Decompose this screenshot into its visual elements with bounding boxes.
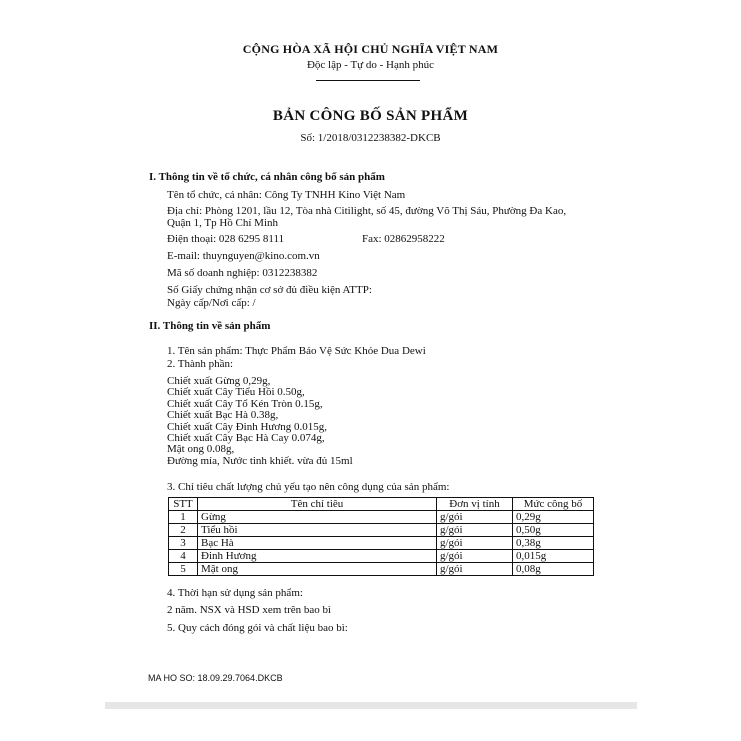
col-header-name: Tên chỉ tiêu bbox=[198, 498, 437, 511]
quality-criteria-table bbox=[168, 497, 594, 576]
ingredient-item: Chiết xuất Cây Tiểu Hồi 0.50g, bbox=[167, 386, 305, 399]
address-line2: Quận 1, Tp Hồ Chí Minh bbox=[167, 217, 279, 229]
cell-unit: g/gói bbox=[437, 524, 513, 537]
criteria-label: 3. Chỉ tiêu chất lượng chủ yếu tạo nên công dụng của sản phẩm: bbox=[167, 481, 450, 493]
ingredient-item: Chiết xuất Gừng 0,29g, bbox=[167, 375, 271, 387]
table-row bbox=[169, 563, 594, 576]
motto: Độc lập - Tự do - Hạnh phúc bbox=[306, 59, 435, 71]
record-code: MA HO SO: 18.09.29.7064.DKCB bbox=[148, 673, 283, 683]
col-header-unit: Đơn vị tính bbox=[437, 498, 513, 511]
tax-code: Mã số doanh nghiệp: 0312238382 bbox=[167, 267, 318, 279]
ingredients-label: 2. Thành phần: bbox=[167, 358, 234, 370]
cell-stt: 4 bbox=[169, 550, 198, 563]
cell-unit: g/gói bbox=[437, 550, 513, 563]
cell-unit: g/gói bbox=[437, 511, 513, 524]
motto-underline bbox=[316, 80, 420, 81]
cell-stt: 5 bbox=[169, 563, 198, 576]
document-title: BẢN CÔNG BỐ SẢN PHẨM bbox=[272, 108, 469, 124]
food-safety-cert: Số Giấy chứng nhận cơ sở đủ điều kiện ATTP: bbox=[167, 284, 372, 296]
phone: Điện thoại: 028 6295 8111 bbox=[167, 233, 285, 245]
packaging-label: 5. Quy cách đóng gói và chất liệu bao bì: bbox=[167, 622, 348, 634]
ingredient-item: Chiết xuất Bạc Hà 0.38g, bbox=[167, 409, 279, 422]
shelf-life-label: 4. Thời hạn sử dụng sản phẩm: bbox=[167, 587, 303, 599]
cell-unit: g/gói bbox=[437, 537, 513, 550]
cell-stt: 2 bbox=[169, 524, 198, 537]
email: E-mail: thuynguyen@kino.com.vn bbox=[167, 250, 320, 262]
shelf-life: 2 năm. NSX và HSD xem trên bao bì bbox=[167, 604, 332, 616]
address-line1: Địa chỉ: Phòng 1201, lầu 12, Tòa nhà Citilight, số 45, đường Võ Thị Sáu, Phường Đa Kao, bbox=[167, 205, 567, 217]
cell-level: 0,50g bbox=[513, 524, 594, 537]
cell-level: 0,08g bbox=[513, 563, 594, 576]
product-name: 1. Tên sản phẩm: Thực Phẩm Bảo Vệ Sức Khỏe Dua Dewi bbox=[167, 345, 426, 357]
ingredient-item: Mật ong 0.08g, bbox=[167, 443, 235, 456]
cell-stt: 1 bbox=[169, 511, 198, 524]
cell-name: Mật ong bbox=[198, 563, 437, 576]
cell-level: 0,29g bbox=[513, 511, 594, 524]
document-number: Số: 1/2018/0312238382-DKCB bbox=[300, 132, 441, 144]
cell-stt: 3 bbox=[169, 537, 198, 550]
cell-unit: g/gói bbox=[437, 563, 513, 576]
table-row bbox=[169, 511, 594, 524]
table-row bbox=[169, 524, 594, 537]
cell-level: 0,015g bbox=[513, 550, 594, 563]
org-name: Tên tổ chức, cá nhân: Công Ty TNHH Kino Việt Nam bbox=[167, 189, 406, 201]
col-header-stt: STT bbox=[169, 498, 198, 511]
cell-name: Gừng bbox=[198, 511, 437, 524]
fax: Fax: 02862958222 bbox=[362, 233, 445, 245]
table-row bbox=[169, 550, 594, 563]
table-row bbox=[169, 537, 594, 550]
ingredient-item: Chiết xuất Cây Đinh Hương 0.015g, bbox=[167, 420, 327, 433]
cell-name: Bạc Hà bbox=[198, 537, 437, 550]
issue-date-place: Ngày cấp/Nơi cấp: / bbox=[167, 297, 256, 309]
table-header-row bbox=[169, 498, 594, 511]
cell-name: Tiểu hồi bbox=[198, 524, 437, 537]
cell-name: Đinh Hương bbox=[198, 550, 437, 563]
nation-header: CỘNG HÒA XÃ HỘI CHỦ NGHĨA VIỆT NAM bbox=[242, 42, 499, 56]
section2-heading: II. Thông tin về sản phẩm bbox=[149, 320, 271, 332]
ingredient-item: Đường mía, Nước tinh khiết. vừa đủ 15ml bbox=[167, 454, 353, 467]
ingredients-list bbox=[167, 376, 353, 467]
col-header-level: Mức công bố bbox=[513, 498, 594, 511]
cell-level: 0,38g bbox=[513, 537, 594, 550]
horizontal-scrollbar[interactable] bbox=[105, 702, 637, 709]
ingredient-item: Chiết xuất Cây Bạc Hà Cay 0.074g, bbox=[167, 432, 325, 445]
section1-heading: I. Thông tin về tổ chức, cá nhân công bố sản phẩm bbox=[149, 171, 385, 183]
ingredient-item: Chiết xuất Cây Tổ Kén Tròn 0.15g, bbox=[167, 397, 323, 410]
